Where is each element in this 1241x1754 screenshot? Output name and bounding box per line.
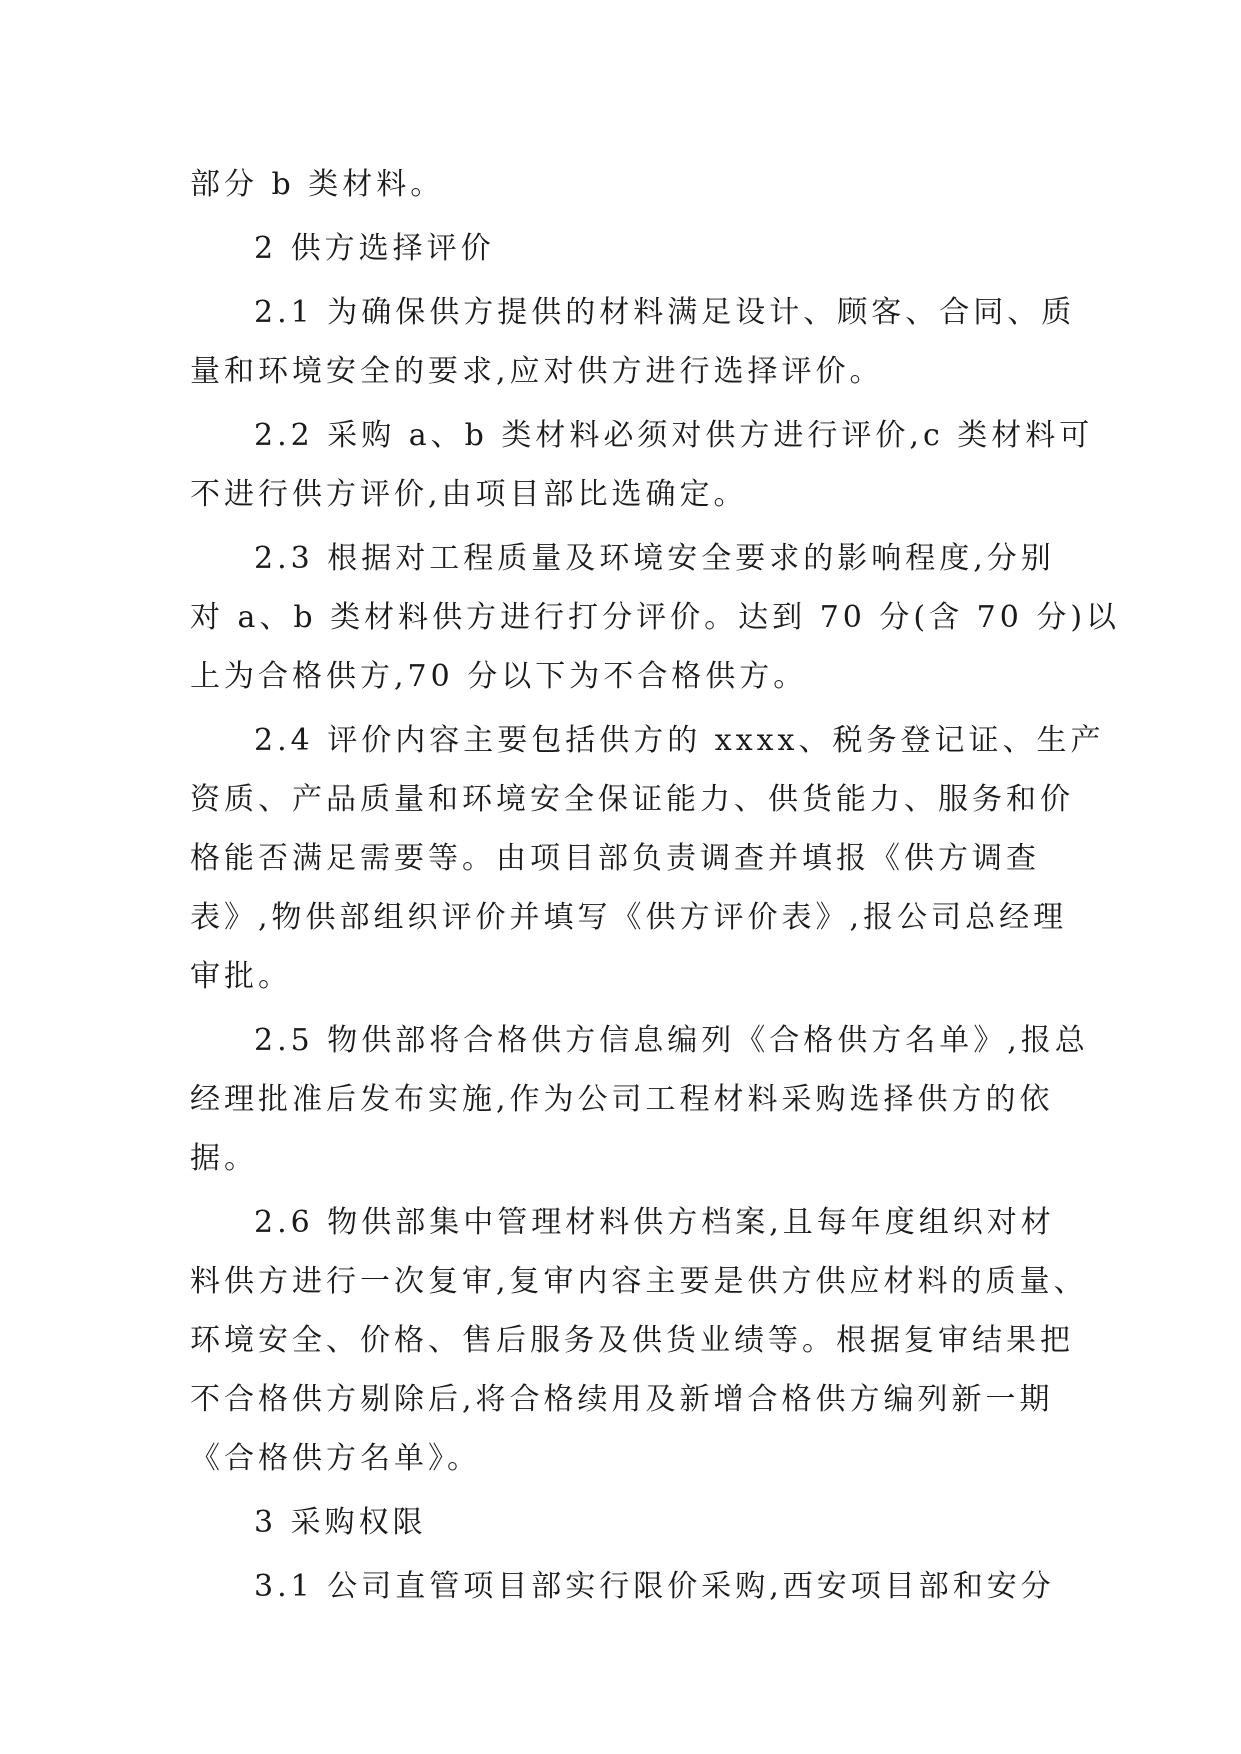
paragraph-line: 2.5 物供部将合格供方信息编列《合格供方名单》,报总: [254, 1023, 1089, 1058]
paragraph-line: 量和环境安全的要求,应对供方进行选择评价。: [190, 354, 884, 389]
paragraph-line: 2.2 采购 a、b 类材料必须对供方进行评价,c 类材料可: [254, 418, 1094, 453]
paragraph-line: 《合格供方名单》。: [190, 1441, 481, 1476]
paragraph-line: 表》,物供部组织评价并填写《供方评价表》,报公司总经理: [190, 900, 1068, 935]
paragraph-line: 经理批准后发布实施,作为公司工程材料采购选择供方的依: [190, 1082, 1054, 1117]
paragraph-line: 环境安全、价格、售后服务及供货业绩等。根据复审结果把: [190, 1323, 1074, 1358]
paragraph-line: 不合格供方剔除后,将合格续用及新增合格供方编列新一期: [190, 1382, 1054, 1417]
paragraph-line: 3.1 公司直管项目部实行限价采购,西安项目部和安分: [254, 1569, 1055, 1604]
paragraph-line: 料供方进行一次复审,复审内容主要是供方供应材料的质量、: [190, 1264, 1088, 1299]
section-heading: 3 采购权限: [254, 1505, 427, 1540]
document-body: [190, 155, 1121, 1616]
paragraph-line: 资质、产品质量和环境安全保证能力、供货能力、服务和价: [190, 782, 1074, 817]
paragraph-line: 2.3 根据对工程质量及环境安全要求的影响程度,分别: [254, 541, 1055, 576]
paragraph-line: 据。: [190, 1141, 258, 1176]
paragraph-line: 审批。: [190, 959, 292, 994]
paragraph-line: 2.4 评价内容主要包括供方的 xxxx、税务登记证、生产: [254, 723, 1105, 758]
paragraph-line: 上为合格供方,70 分以下为不合格供方。: [190, 659, 808, 694]
paragraph-line: 不进行供方评价,由项目部比选确定。: [190, 477, 748, 512]
section-heading: 2 供方选择评价: [254, 231, 495, 266]
paragraph-line: 2.6 物供部集中管理材料供方档案,且每年度组织对材: [254, 1205, 1055, 1240]
paragraph-line: 2.1 为确保供方提供的材料满足设计、顾客、合同、质: [254, 295, 1076, 330]
paragraph-line: 对 a、b 类材料供方进行打分评价。达到 70 分(含 70 分)以: [190, 600, 1121, 635]
paragraph-line: 格能否满足需要等。由项目部负责调查并填报《供方调查: [190, 841, 1040, 876]
text-line: 部分 b 类材料。: [190, 167, 445, 202]
